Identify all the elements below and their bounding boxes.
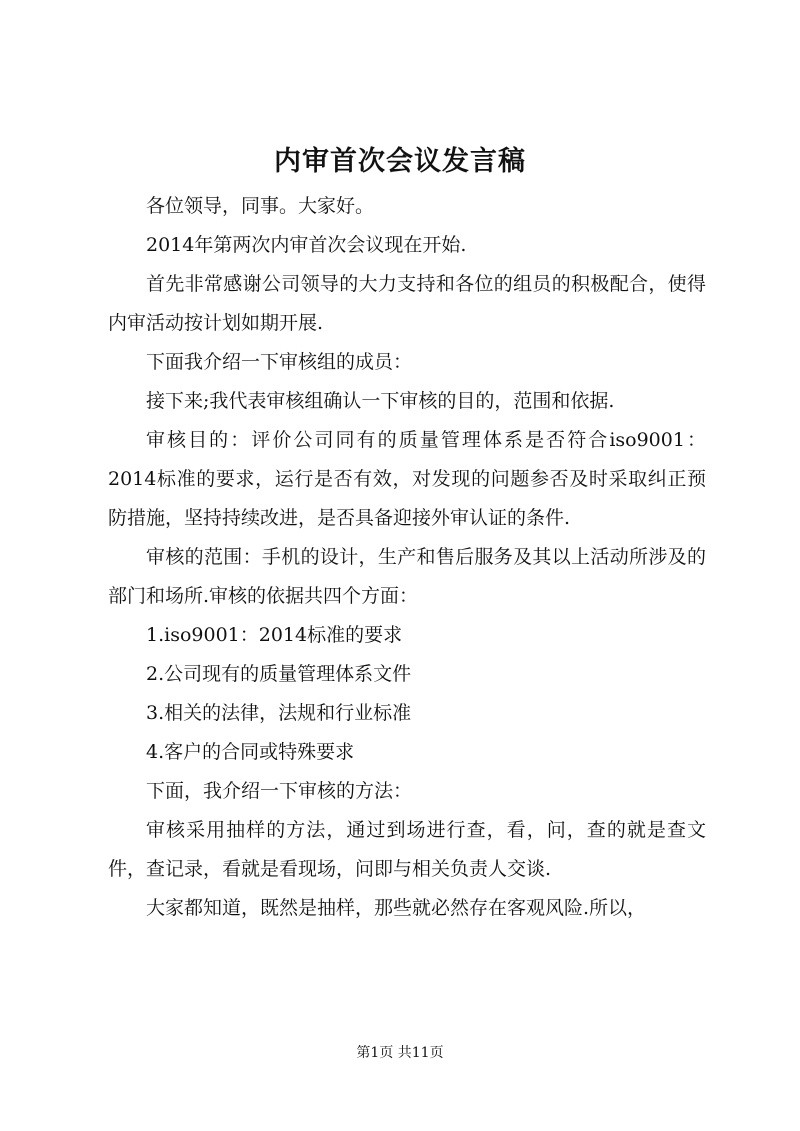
paragraph-audit-scope: 审核的范围：手机的设计，生产和售后服务及其以上活动所涉及的部门和场所.审核的依据共四个方面： [108, 546, 706, 607]
list-item-basis-3: 3.相关的法律，法规和行业标准 [146, 702, 412, 724]
list-item-basis-1: 1.iso9001：2014标准的要求 [146, 624, 403, 646]
paragraph-greeting: 各位领导，同事。大家好。 [146, 195, 375, 217]
paragraph-opening: 2014年第两次内审首次会议现在开始. [146, 234, 467, 256]
page-footer: 第1页 共11页 [356, 1045, 444, 1061]
document-body [108, 187, 706, 928]
list-item-basis-2: 2.公司现有的质量管理体系文件 [146, 663, 412, 685]
document-title: 内审首次会议发言稿 [274, 146, 526, 177]
paragraph-audit-purpose: 审核目的：评价公司同有的质量管理体系是否符合iso9001：2014标准的要求，运行是否有效，对发现的问题参否及时采取纠正预防措施，坚持持续改进，是否具备迎接外审认证的条件. [108, 429, 706, 529]
paragraph-thanks: 首先非常感谢公司领导的大力支持和各位的组员的积极配合，使得内审活动按计划如期开展. [108, 273, 706, 334]
list-item-basis-4: 4.客户的合同或特殊要求 [146, 741, 355, 763]
paragraph-method: 审核采用抽样的方法，通过到场进行查，看，问，查的就是查文件，查记录，看就是看现场，问即与相关负责人交谈. [108, 819, 706, 880]
paragraph-method-intro: 下面，我介绍一下审核的方法： [146, 780, 413, 802]
paragraph-confirm: 接下来;我代表审核组确认一下审核的目的，范围和依据. [146, 390, 615, 412]
paragraph-team-intro: 下面我介绍一下审核组的成员： [146, 351, 413, 373]
paragraph-risk: 大家都知道，既然是抽样，那些就必然存在客观风险.所以， [146, 897, 647, 919]
